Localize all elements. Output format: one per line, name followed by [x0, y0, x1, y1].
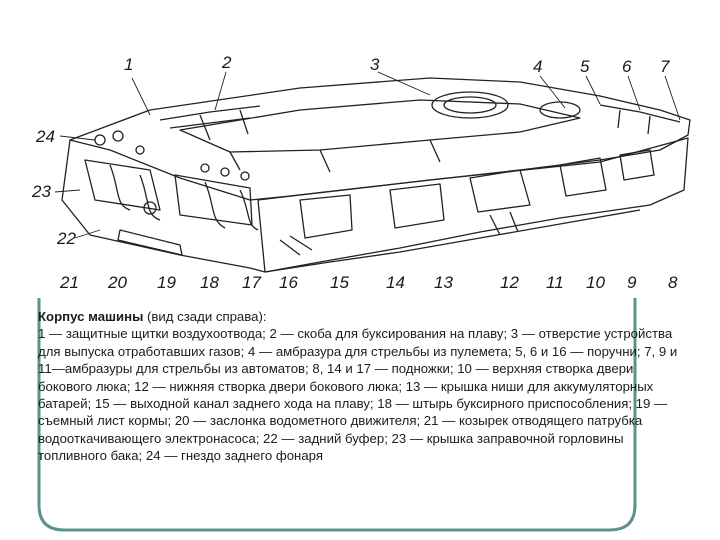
callout-15: 15 [330, 273, 349, 292]
callout-20: 20 [108, 273, 127, 292]
callout-8: 8 [668, 273, 678, 292]
callout-2: 2 [222, 53, 232, 72]
callout-12: 12 [500, 273, 519, 292]
callout-24: 24 [36, 127, 55, 146]
hull-side-outline [258, 138, 688, 272]
callout-7: 7 [660, 57, 670, 76]
callout-4: 4 [533, 57, 543, 76]
callout-22: 22 [57, 229, 76, 248]
callout-14: 14 [386, 273, 405, 292]
callout-13: 13 [434, 273, 453, 292]
callout-19: 19 [157, 273, 176, 292]
callout-9: 9 [627, 273, 637, 292]
caption-title-suffix: (вид сзади справа): [143, 309, 267, 324]
callout-18: 18 [200, 273, 219, 292]
callout-6: 6 [622, 57, 632, 76]
callout-17: 17 [242, 273, 261, 292]
callout-5: 5 [580, 57, 590, 76]
hull-top-outline [70, 78, 690, 200]
callout-3: 3 [370, 55, 380, 74]
caption-body: 1 — защитные щитки воздухоотвода; 2 — скоба для буксирования на плаву; 3 — отверстие устройства для выпуска отработавших газов; 4 — амбразура для стрельбы из пулемета; 5, 6 и 16 — поручни; 7, 9 и 11—амбразуры для стрельбы из автоматов; 8, 14 и 17 — подножки; 10 — верхняя створка двери бокового люка; 12 — нижняя створка двери бокового люка; 13 — крышка ниши для аккумуляторных батарей; 15 — выходной канал заднего хода на плаву; 18 — штырь буксирного приспособления; 19 — съемный лист кормы; 20 — заслонка водометного движителя; 21 — козырек отводящего патрубка водооткачивающего электронасоса; 22 — задний буфер; 23 — крышка заправочной горловины топливного бака; 24 — гнездо заднего фонаря [38, 326, 678, 464]
callout-1: 1 [124, 55, 134, 74]
figure-caption [38, 308, 686, 465]
caption-heading [38, 308, 686, 325]
callout-16: 16 [279, 273, 298, 292]
callout-11: 11 [546, 273, 564, 292]
callout-10: 10 [586, 273, 605, 292]
callout-21: 21 [60, 273, 79, 292]
callout-23: 23 [32, 182, 51, 201]
caption-title: Корпус машины [38, 309, 144, 324]
